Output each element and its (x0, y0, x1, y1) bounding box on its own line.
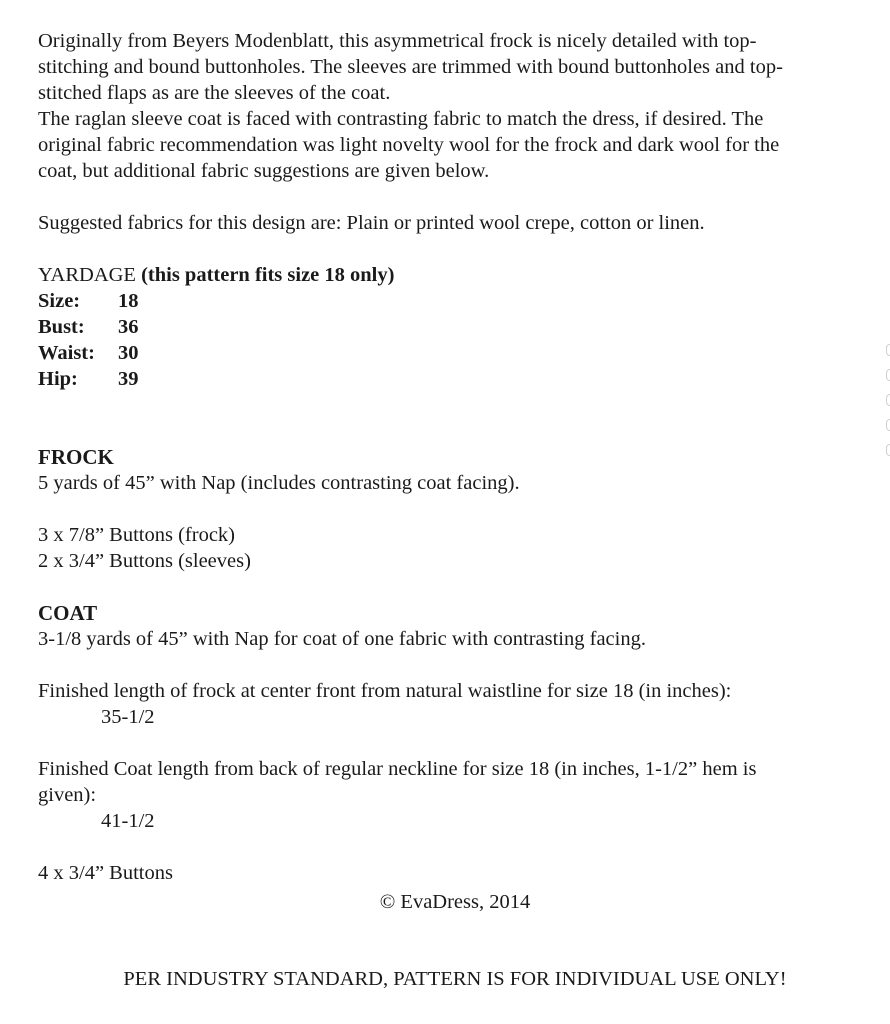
coat-buttons: 4 x 3/4” Buttons (38, 862, 173, 884)
edge-mark (886, 344, 890, 356)
yardage-note: (this pattern fits size 18 only) (141, 264, 395, 286)
measurement-label: Waist: (38, 342, 95, 364)
intro-paragraph (38, 28, 878, 184)
measurement-value: 36 (118, 316, 139, 338)
intro-line: stitching and bound buttonholes. The sleeves are trimmed with bound buttonholes and top- (38, 56, 783, 78)
spacer (38, 652, 878, 678)
frock-fabric: 5 yards of 45” with Nap (includes contrasting coat facing). (38, 472, 520, 494)
measurement-row (38, 288, 878, 314)
sleeve-buttons: 2 x 3/4” Buttons (sleeves) (38, 550, 251, 572)
coat-fabric: 3-1/8 yards of 45” with Nap for coat of one fabric with contrasting facing. (38, 628, 646, 650)
measurement-label: Bust: (38, 316, 85, 338)
spacer (38, 496, 878, 522)
measurement-label: Hip: (38, 368, 78, 390)
spacer (38, 236, 878, 262)
frock-length-value: 35-1/2 (101, 706, 155, 728)
measurement-row (38, 314, 878, 340)
edge-mark (886, 394, 890, 406)
intro-line: stitched flaps as are the sleeves of the coat. (38, 82, 391, 104)
spacer (38, 730, 878, 756)
suggested-fabrics: Suggested fabrics for this design are: Plain or printed wool crepe, cotton or linen. (38, 212, 705, 234)
intro-line: Originally from Beyers Modenblatt, this asymmetrical frock is nicely detailed with top- (38, 30, 757, 52)
edge-mark (886, 419, 890, 431)
coat-length-value: 41-1/2 (101, 810, 155, 832)
yardage-label: YARDAGE (38, 264, 136, 286)
spacer (38, 184, 878, 210)
usage-notice: PER INDUSTRY STANDARD, PATTERN IS FOR INDIVIDUAL USE ONLY! (123, 968, 787, 990)
spacer (38, 392, 878, 444)
measurement-value: 18 (118, 290, 139, 312)
edge-mark (886, 369, 890, 381)
intro-line: The raglan sleeve coat is faced with contrasting fabric to match the dress, if desired. The (38, 108, 764, 130)
pattern-description-page (38, 28, 878, 886)
edge-marks (886, 344, 890, 469)
measurements-table (38, 288, 878, 392)
coat-length-label: given): (38, 784, 97, 806)
frock-heading: FROCK (38, 445, 114, 469)
frock-buttons: 3 x 7/8” Buttons (frock) (38, 524, 235, 546)
measurement-row (38, 340, 878, 366)
copyright-notice: © EvaDress, 2014 (379, 891, 531, 913)
coat-length-label: Finished Coat length from back of regular neckline for size 18 (in inches, 1-1/2” hem is (38, 758, 757, 780)
edge-mark (886, 444, 890, 456)
frock-length-label: Finished length of frock at center front from natural waistline for size 18 (in inches): (38, 680, 732, 702)
measurement-row (38, 366, 878, 392)
yardage-heading (38, 262, 878, 288)
spacer (38, 834, 878, 860)
spacer (38, 574, 878, 600)
intro-line: coat, but additional fabric suggestions are given below. (38, 160, 490, 182)
intro-line: original fabric recommendation was light novelty wool for the frock and dark wool for the (38, 134, 780, 156)
measurement-value: 30 (118, 342, 139, 364)
measurement-label: Size: (38, 290, 81, 312)
coat-heading: COAT (38, 601, 98, 625)
measurement-value: 39 (118, 368, 139, 390)
